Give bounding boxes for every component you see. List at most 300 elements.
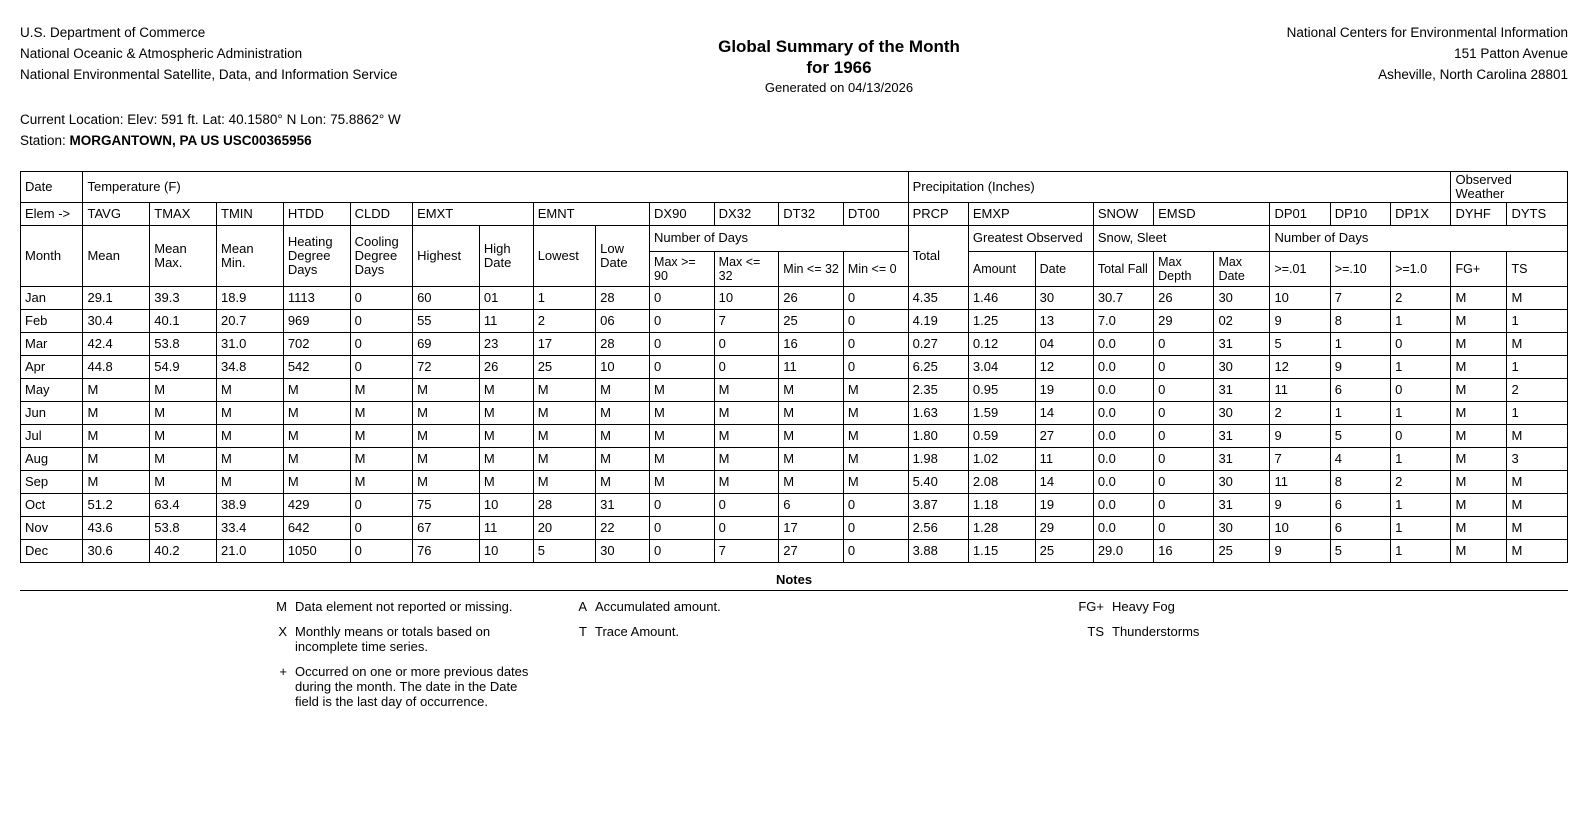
cell-snow-max-depth: 16 xyxy=(1154,540,1214,563)
cell-lowest: M xyxy=(533,448,595,471)
cell-dx32: 10 xyxy=(714,287,779,310)
cell-dp1x: 1 xyxy=(1391,517,1451,540)
column-header-highest: Highest xyxy=(413,226,480,287)
cell-prcp-total: 2.56 xyxy=(908,517,968,540)
cell-emxp-date: 19 xyxy=(1035,379,1093,402)
notes-column-2 xyxy=(540,599,1040,719)
cell-snow-max-date: 31 xyxy=(1214,379,1270,402)
cell-snow-max-depth: 0 xyxy=(1154,402,1214,425)
cell-snow-total: 0.0 xyxy=(1093,402,1153,425)
cell-dt00: 0 xyxy=(843,333,908,356)
cell-htdd: 429 xyxy=(283,494,350,517)
table-row xyxy=(21,494,1568,517)
elem-emxt: EMXT xyxy=(413,203,534,226)
cell-mean: 51.2 xyxy=(83,494,150,517)
cell-low-date: M xyxy=(596,425,650,448)
cell-emxp-date: 14 xyxy=(1035,471,1093,494)
cell-month: Mar xyxy=(21,333,83,356)
cell-highest: 75 xyxy=(413,494,480,517)
elem-dyhf: DYHF xyxy=(1451,203,1507,226)
cell-dx32: 7 xyxy=(714,540,779,563)
cell-ts: M xyxy=(1507,540,1568,563)
notes-column-1 xyxy=(20,599,540,719)
cell-dt00: 0 xyxy=(843,356,908,379)
elem-cldd: CLDD xyxy=(350,203,412,226)
cell-dx90: M xyxy=(650,448,715,471)
cell-mean-min: 33.4 xyxy=(217,517,284,540)
cell-emxp-date: 30 xyxy=(1035,287,1093,310)
column-header-max-ge-90: Max >= 90 xyxy=(650,251,715,286)
cell-month: Nov xyxy=(21,517,83,540)
cell-mean: 42.4 xyxy=(83,333,150,356)
cell-ts: M xyxy=(1507,425,1568,448)
cell-lowest: M xyxy=(533,425,595,448)
cell-mean-min: M xyxy=(217,379,284,402)
cell-snow-max-depth: 0 xyxy=(1154,379,1214,402)
gsom-table xyxy=(20,171,1568,563)
cell-dx32: 0 xyxy=(714,333,779,356)
cell-cldd: M xyxy=(350,471,412,494)
cell-ts: M xyxy=(1507,333,1568,356)
cell-prcp-total: 1.63 xyxy=(908,402,968,425)
cell-snow-max-depth: 29 xyxy=(1154,310,1214,333)
cell-low-date: 22 xyxy=(596,517,650,540)
cell-low-date: 30 xyxy=(596,540,650,563)
cell-mean-min: 18.9 xyxy=(217,287,284,310)
cell-mean-min: 31.0 xyxy=(217,333,284,356)
cell-snow-max-depth: 0 xyxy=(1154,517,1214,540)
cell-ts: 1 xyxy=(1507,310,1568,333)
cell-prcp-total: 6.25 xyxy=(908,356,968,379)
cell-snow-max-date: 31 xyxy=(1214,333,1270,356)
subgroup-number-of-days-precip: Number of Days xyxy=(1270,226,1568,252)
cell-snow-total: 0.0 xyxy=(1093,356,1153,379)
column-header-low-date: Low Date xyxy=(596,226,650,287)
cell-snow-max-date: 31 xyxy=(1214,425,1270,448)
cell-high-date: 01 xyxy=(479,287,533,310)
elem-prcp: PRCP xyxy=(908,203,968,226)
cell-high-date: 10 xyxy=(479,494,533,517)
elem-dt00: DT00 xyxy=(843,203,908,226)
cell-snow-max-date: 30 xyxy=(1214,356,1270,379)
note-text: Thunderstorms xyxy=(1112,624,1200,639)
cell-snow-total: 0.0 xyxy=(1093,517,1153,540)
column-header-mean-max: Mean Max. xyxy=(150,226,217,287)
cell-low-date: M xyxy=(596,448,650,471)
cell-emxp-amount: 1.59 xyxy=(968,402,1035,425)
note-item xyxy=(1070,624,1540,639)
elem-dx32: DX32 xyxy=(714,203,779,226)
cell-highest: M xyxy=(413,379,480,402)
cell-month: Jan xyxy=(21,287,83,310)
cell-htdd: 1113 xyxy=(283,287,350,310)
cell-emxp-amount: 0.12 xyxy=(968,333,1035,356)
cell-dx90: 0 xyxy=(650,287,715,310)
cell-high-date: 26 xyxy=(479,356,533,379)
cell-lowest: 28 xyxy=(533,494,595,517)
table-row xyxy=(21,287,1568,310)
cell-high-date: M xyxy=(479,471,533,494)
cell-dx90: 0 xyxy=(650,494,715,517)
cell-dx32: 0 xyxy=(714,517,779,540)
cell-emxp-amount: 2.08 xyxy=(968,471,1035,494)
cell-fg-plus: M xyxy=(1451,448,1507,471)
cell-dt32: 17 xyxy=(779,517,844,540)
group-header-temperature: Temperature (F) xyxy=(83,172,908,203)
report-title-block xyxy=(619,36,1059,98)
cell-cldd: 0 xyxy=(350,540,412,563)
cell-dp1x: 2 xyxy=(1391,287,1451,310)
cell-htdd: M xyxy=(283,379,350,402)
cell-snow-total: 29.0 xyxy=(1093,540,1153,563)
cell-dt00: 0 xyxy=(843,494,908,517)
agency-line-1: U.S. Department of Commerce xyxy=(20,25,206,40)
elem-emnt: EMNT xyxy=(533,203,649,226)
cell-prcp-total: 3.87 xyxy=(908,494,968,517)
cell-high-date: M xyxy=(479,379,533,402)
cell-month: Dec xyxy=(21,540,83,563)
cell-mean: 44.8 xyxy=(83,356,150,379)
cell-dx32: 7 xyxy=(714,310,779,333)
cell-dx90: M xyxy=(650,471,715,494)
cell-dx90: M xyxy=(650,402,715,425)
note-symbol: A xyxy=(578,599,587,614)
cell-htdd: M xyxy=(283,402,350,425)
cell-month: May xyxy=(21,379,83,402)
cell-prcp-total: 2.35 xyxy=(908,379,968,402)
cell-snow-max-depth: 0 xyxy=(1154,356,1214,379)
cell-ts: M xyxy=(1507,471,1568,494)
note-text: Accumulated amount. xyxy=(595,599,721,614)
cell-ts: 2 xyxy=(1507,379,1568,402)
gsom-table-container xyxy=(20,171,1568,563)
group-header-observed-weather: Observed Weather xyxy=(1451,172,1568,203)
cell-snow-max-date: 30 xyxy=(1214,517,1270,540)
elem-dp01: DP01 xyxy=(1270,203,1330,226)
cell-mean-max: 40.2 xyxy=(150,540,217,563)
cell-dt32: M xyxy=(779,425,844,448)
cell-dp10: 5 xyxy=(1330,540,1390,563)
column-header-min-le-0: Min <= 0 xyxy=(843,251,908,286)
cell-mean-min: 38.9 xyxy=(217,494,284,517)
cell-ts: 3 xyxy=(1507,448,1568,471)
cell-month: Jul xyxy=(21,425,83,448)
cell-mean-max: 63.4 xyxy=(150,494,217,517)
cell-emxp-amount: 3.04 xyxy=(968,356,1035,379)
column-header-amount: Amount xyxy=(968,251,1035,286)
note-item xyxy=(565,624,1040,639)
cell-dt00: M xyxy=(843,448,908,471)
cell-mean-min: M xyxy=(217,471,284,494)
table-row xyxy=(21,540,1568,563)
note-symbol: T xyxy=(579,624,587,639)
cell-cldd: M xyxy=(350,448,412,471)
cell-low-date: M xyxy=(596,402,650,425)
cell-dt00: 0 xyxy=(843,540,908,563)
cell-high-date: 11 xyxy=(479,517,533,540)
ncei-line-1: National Centers for Environmental Information xyxy=(1286,25,1568,40)
cell-snow-max-depth: 26 xyxy=(1154,287,1214,310)
cell-lowest: 20 xyxy=(533,517,595,540)
cell-month: Feb xyxy=(21,310,83,333)
column-header-heating-degree-days: Heating Degree Days xyxy=(283,226,350,287)
cell-emxp-amount: 1.46 xyxy=(968,287,1035,310)
cell-dt32: 11 xyxy=(779,356,844,379)
column-header-max-le-32: Max <= 32 xyxy=(714,251,779,286)
cell-ts: M xyxy=(1507,494,1568,517)
cell-dt00: M xyxy=(843,379,908,402)
column-header-lowest: Lowest xyxy=(533,226,595,287)
cell-dt00: 0 xyxy=(843,310,908,333)
cell-fg-plus: M xyxy=(1451,540,1507,563)
cell-mean-min: 21.0 xyxy=(217,540,284,563)
cell-mean: M xyxy=(83,379,150,402)
generated-date: Generated on 04/13/2026 xyxy=(764,80,914,95)
cell-snow-max-date: 30 xyxy=(1214,471,1270,494)
elem-dp10: DP10 xyxy=(1330,203,1390,226)
cell-high-date: 23 xyxy=(479,333,533,356)
cell-high-date: M xyxy=(479,448,533,471)
cell-cldd: 0 xyxy=(350,310,412,333)
station-name: MORGANTOWN, PA US USC00365956 xyxy=(69,133,312,148)
cell-mean-max: M xyxy=(150,448,217,471)
note-symbol: M xyxy=(276,599,287,614)
cell-snow-max-depth: 0 xyxy=(1154,425,1214,448)
cell-highest: 76 xyxy=(413,540,480,563)
cell-highest: M xyxy=(413,425,480,448)
cell-lowest: M xyxy=(533,379,595,402)
cell-month: Jun xyxy=(21,402,83,425)
cell-fg-plus: M xyxy=(1451,333,1507,356)
cell-lowest: 25 xyxy=(533,356,595,379)
column-header-dp01: >=.01 xyxy=(1270,251,1330,286)
cell-snow-max-depth: 0 xyxy=(1154,333,1214,356)
cell-dt32: M xyxy=(779,402,844,425)
cell-dt32: 6 xyxy=(779,494,844,517)
elem-dp1x: DP1X xyxy=(1391,203,1451,226)
cell-emxp-amount: 1.25 xyxy=(968,310,1035,333)
note-text: Data element not reported or missing. xyxy=(295,599,513,614)
cell-dp10: 8 xyxy=(1330,310,1390,333)
cell-dp1x: 1 xyxy=(1391,310,1451,333)
group-header-precipitation: Precipitation (Inches) xyxy=(908,172,1451,203)
notes-column-3 xyxy=(1040,599,1540,719)
cell-dp01: 12 xyxy=(1270,356,1330,379)
cell-low-date: 31 xyxy=(596,494,650,517)
cell-high-date: 11 xyxy=(479,310,533,333)
agency-line-2: National Oceanic & Atmospheric Administration xyxy=(20,46,303,61)
cell-mean-min: 20.7 xyxy=(217,310,284,333)
cell-highest: 55 xyxy=(413,310,480,333)
cell-high-date: M xyxy=(479,425,533,448)
cell-dx90: 0 xyxy=(650,310,715,333)
cell-dp10: 6 xyxy=(1330,494,1390,517)
cell-mean: 30.4 xyxy=(83,310,150,333)
note-symbol: X xyxy=(278,624,287,639)
cell-low-date: 10 xyxy=(596,356,650,379)
column-header-dp10: >=.10 xyxy=(1330,251,1390,286)
cell-fg-plus: M xyxy=(1451,402,1507,425)
cell-emxp-amount: 1.15 xyxy=(968,540,1035,563)
cell-emxp-amount: 1.28 xyxy=(968,517,1035,540)
column-header-mean: Mean xyxy=(83,226,150,287)
cell-dp01: 9 xyxy=(1270,494,1330,517)
cell-dp01: 7 xyxy=(1270,448,1330,471)
table-row xyxy=(21,402,1568,425)
note-item xyxy=(1070,599,1540,614)
cell-dp01: 10 xyxy=(1270,287,1330,310)
cell-highest: 72 xyxy=(413,356,480,379)
cell-dx32: M xyxy=(714,425,779,448)
cell-mean-min: M xyxy=(217,448,284,471)
column-header-dp1x: >=1.0 xyxy=(1391,251,1451,286)
agency-block xyxy=(20,22,540,85)
cell-lowest: 2 xyxy=(533,310,595,333)
cell-dp10: 8 xyxy=(1330,471,1390,494)
cell-ts: M xyxy=(1507,517,1568,540)
cell-dx32: M xyxy=(714,402,779,425)
cell-dp10: 4 xyxy=(1330,448,1390,471)
cell-snow-max-depth: 0 xyxy=(1154,494,1214,517)
cell-emxp-date: 13 xyxy=(1035,310,1093,333)
note-text: Trace Amount. xyxy=(595,624,680,639)
cell-snow-total: 7.0 xyxy=(1093,310,1153,333)
cell-month: Sep xyxy=(21,471,83,494)
cell-mean-max: 54.9 xyxy=(150,356,217,379)
cell-highest: M xyxy=(413,448,480,471)
cell-dt00: M xyxy=(843,425,908,448)
cell-fg-plus: M xyxy=(1451,379,1507,402)
cell-prcp-total: 3.88 xyxy=(908,540,968,563)
ncei-address-block xyxy=(1138,22,1568,85)
location-block xyxy=(20,109,1568,151)
cell-month: Oct xyxy=(21,494,83,517)
cell-mean-max: 53.8 xyxy=(150,517,217,540)
cell-dx90: 0 xyxy=(650,356,715,379)
cell-fg-plus: M xyxy=(1451,287,1507,310)
cell-dp01: 5 xyxy=(1270,333,1330,356)
note-text: Monthly means or totals based on incomplete time series. xyxy=(295,624,491,654)
cell-high-date: 10 xyxy=(479,540,533,563)
cell-prcp-total: 1.80 xyxy=(908,425,968,448)
elem-tavg: TAVG xyxy=(83,203,150,226)
cell-low-date: 28 xyxy=(596,287,650,310)
cell-dx32: M xyxy=(714,379,779,402)
cell-snow-total: 0.0 xyxy=(1093,494,1153,517)
cell-htdd: M xyxy=(283,471,350,494)
cell-ts: 1 xyxy=(1507,402,1568,425)
elem-label: Elem -> xyxy=(21,203,83,226)
cell-cldd: 0 xyxy=(350,356,412,379)
table-row xyxy=(21,333,1568,356)
ncei-line-2: 151 Patton Avenue xyxy=(1454,46,1568,61)
cell-ts: M xyxy=(1507,287,1568,310)
cell-emxp-amount: 1.18 xyxy=(968,494,1035,517)
table-row xyxy=(21,310,1568,333)
column-header-min-le-32: Min <= 32 xyxy=(779,251,844,286)
cell-dx90: 0 xyxy=(650,540,715,563)
cell-dx32: M xyxy=(714,471,779,494)
cell-snow-max-date: 30 xyxy=(1214,402,1270,425)
cell-mean-max: 39.3 xyxy=(150,287,217,310)
cell-emxp-date: 14 xyxy=(1035,402,1093,425)
cell-dt32: M xyxy=(779,448,844,471)
cell-month: Aug xyxy=(21,448,83,471)
elem-tmax: TMAX xyxy=(150,203,217,226)
group-header-date: Date xyxy=(21,172,83,203)
table-group-header-row xyxy=(21,172,1568,203)
cell-highest: M xyxy=(413,471,480,494)
column-header-high-date: High Date xyxy=(479,226,533,287)
cell-htdd: M xyxy=(283,425,350,448)
cell-dp01: 9 xyxy=(1270,540,1330,563)
cell-fg-plus: M xyxy=(1451,517,1507,540)
cell-dx32: 0 xyxy=(714,356,779,379)
elem-dyts: DYTS xyxy=(1507,203,1568,226)
cell-emxp-amount: 1.02 xyxy=(968,448,1035,471)
cell-emxp-date: 11 xyxy=(1035,448,1093,471)
elem-snow: SNOW xyxy=(1093,203,1153,226)
cell-dt32: 27 xyxy=(779,540,844,563)
cell-month: Apr xyxy=(21,356,83,379)
cell-dt32: M xyxy=(779,379,844,402)
page-subtitle: for 1966 xyxy=(806,58,872,77)
station-label: Station: xyxy=(20,133,70,148)
elem-emxp: EMXP xyxy=(968,203,1093,226)
cell-highest: 69 xyxy=(413,333,480,356)
cell-emxp-amount: 0.59 xyxy=(968,425,1035,448)
cell-low-date: M xyxy=(596,471,650,494)
cell-snow-total: 0.0 xyxy=(1093,379,1153,402)
cell-mean-min: M xyxy=(217,402,284,425)
cell-lowest: 1 xyxy=(533,287,595,310)
cell-ts: 1 xyxy=(1507,356,1568,379)
cell-snow-total: 0.0 xyxy=(1093,333,1153,356)
cell-mean: M xyxy=(83,448,150,471)
table-row xyxy=(21,356,1568,379)
cell-cldd: 0 xyxy=(350,333,412,356)
elem-emsd: EMSD xyxy=(1154,203,1270,226)
subgroup-number-of-days-temp: Number of Days xyxy=(650,226,909,252)
cell-dp1x: 1 xyxy=(1391,448,1451,471)
cell-cldd: 0 xyxy=(350,494,412,517)
table-row xyxy=(21,425,1568,448)
cell-dp1x: 0 xyxy=(1391,379,1451,402)
cell-snow-max-date: 02 xyxy=(1214,310,1270,333)
cell-highest: M xyxy=(413,402,480,425)
cell-cldd: M xyxy=(350,425,412,448)
cell-dp10: 9 xyxy=(1330,356,1390,379)
cell-low-date: 28 xyxy=(596,333,650,356)
cell-mean: M xyxy=(83,402,150,425)
cell-dp1x: 0 xyxy=(1391,333,1451,356)
cell-dt00: 0 xyxy=(843,517,908,540)
column-header-mean-min: Mean Min. xyxy=(217,226,284,287)
cell-low-date: M xyxy=(596,379,650,402)
cell-mean-min: 34.8 xyxy=(217,356,284,379)
elem-tmin: TMIN xyxy=(217,203,284,226)
elem-htdd: HTDD xyxy=(283,203,350,226)
cell-dp01: 11 xyxy=(1270,379,1330,402)
cell-cldd: 0 xyxy=(350,517,412,540)
cell-dp01: 11 xyxy=(1270,471,1330,494)
cell-mean-max: 40.1 xyxy=(150,310,217,333)
report-header xyxy=(20,22,1568,98)
cell-high-date: M xyxy=(479,402,533,425)
subgroup-greatest-observed: Greatest Observed xyxy=(968,226,1093,252)
cell-dp01: 9 xyxy=(1270,310,1330,333)
table-element-row xyxy=(21,203,1568,226)
